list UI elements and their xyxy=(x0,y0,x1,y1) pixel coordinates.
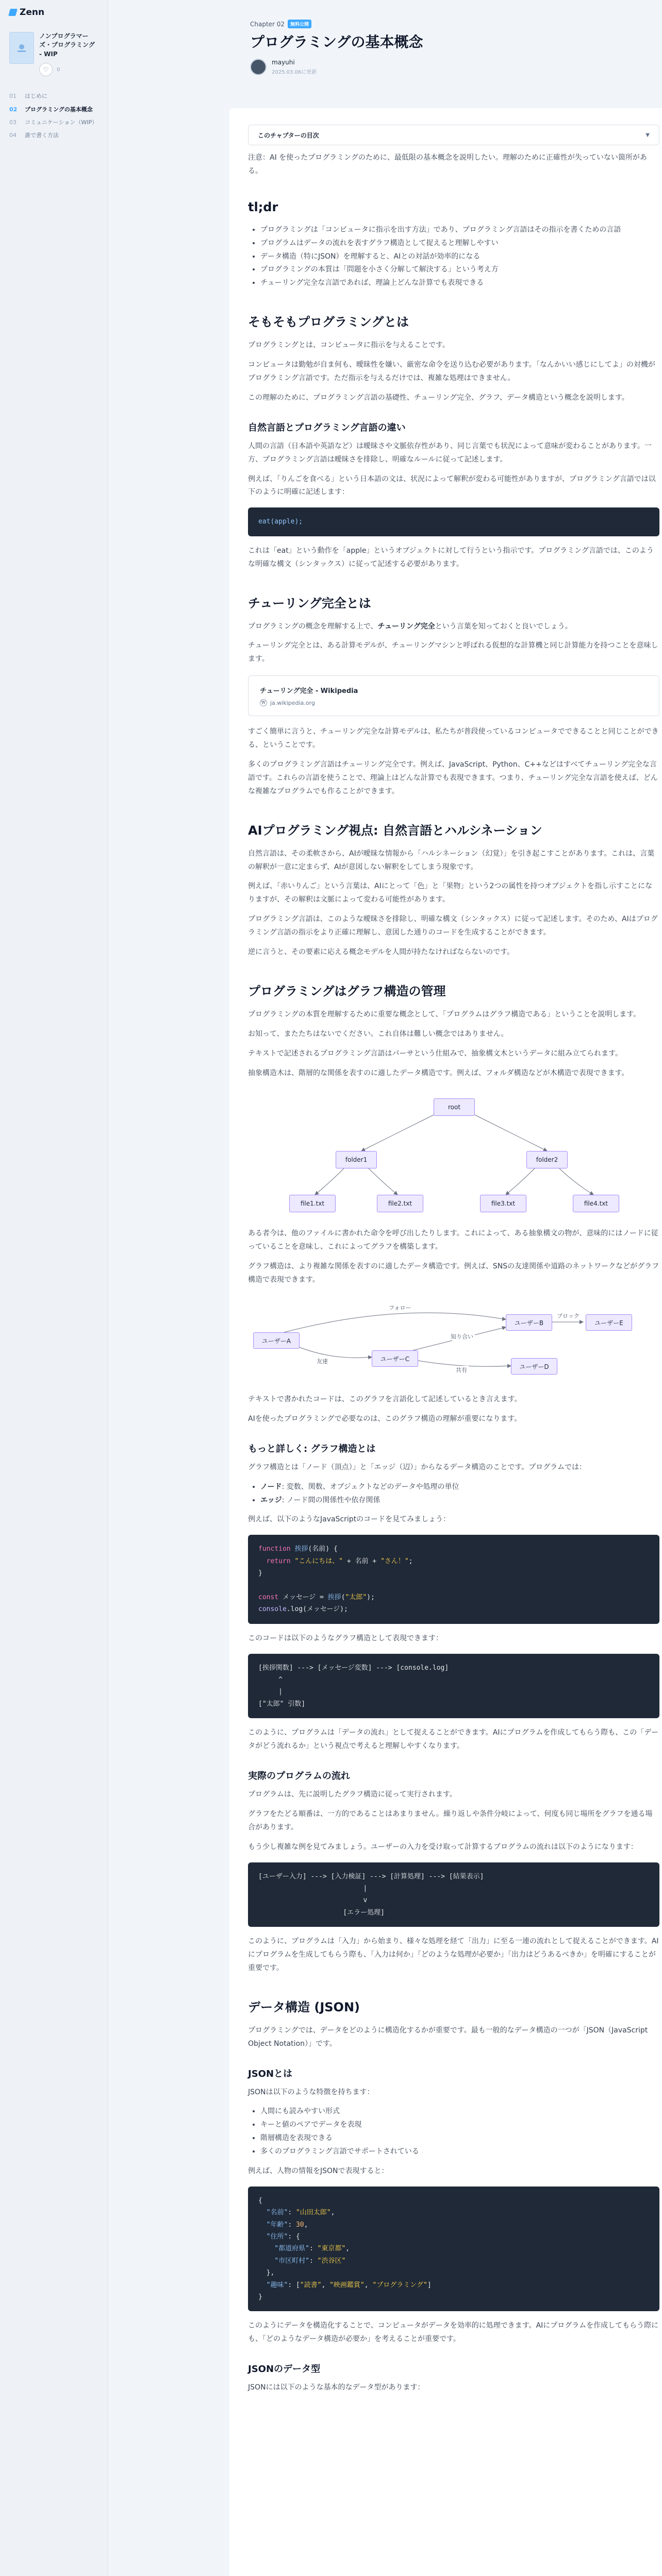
paragraph: グラフ構造とは「ノード（頂点）」と「エッジ（辺）」からなるデータ構造のことです。プログラムでは： xyxy=(248,1463,587,1471)
author-info[interactable] xyxy=(250,59,317,75)
list-item: • プログラミングの本質は「問題を小さく分解して解決する」という考え方 xyxy=(260,263,657,277)
intro-note: 注意：AI を使ったプログラミングのために、最低限の基本概念を説明したい。理解のために正確性が失っていない箇所がある。 xyxy=(248,154,647,175)
tree-node-root: root xyxy=(434,1098,475,1116)
paragraph: すごく簡単に言うと、チューリング完全な計算モデルは、私たちが普段使っているコンピュータでできることと同じことができる、ということです。 xyxy=(248,727,659,750)
paragraph: 自然言語は、その柔軟さから、AIが曖昧な情報から「ハルシネーション（幻覚）」を引き起こすことがあります。これは、言葉の解釈が一意に定まらず、AIが意図しない解釈をしてしまう現象です。 xyxy=(248,849,655,871)
paragraph: このようにデータを構造化することで、コンピュータがデータを効率的に処理できます。AIにプログラムを作成してもらう際にも、「どのようなデータ構造が必要か」を考えることが重要です。 xyxy=(248,2321,659,2344)
graph-node-user-c: ユーザーC xyxy=(372,1350,418,1367)
book-cover[interactable] xyxy=(9,32,34,64)
tree-node-file4: file4.txt xyxy=(573,1195,619,1212)
chapter-meta xyxy=(250,20,311,28)
subsection-heading: JSONとは xyxy=(248,2068,293,2079)
chapter-list xyxy=(0,90,108,142)
site-logo[interactable] xyxy=(0,0,108,25)
edge-label: 友達 xyxy=(315,1357,329,1365)
paragraph: プログラミングの本質を理解するために重要な概念として、「プログラムはグラフ構造である」ということを説明します。 xyxy=(248,1010,641,1019)
paragraph: プログラミングの概念を理解する上で、チューリング完全という言葉を知っておくと良いでしょう。 xyxy=(248,622,572,631)
code-block: eat(apple); xyxy=(248,507,659,536)
chapter-header xyxy=(108,0,662,108)
paragraph: JSONには以下のような基本的なデータ型があります： xyxy=(248,2383,425,2392)
like-count: 0 xyxy=(57,66,60,73)
paragraph: 人間の言語（日本語や英語など）は曖昧さや文脈依存性があり、同じ言葉でも状況によって意味が変わることがあります。一方、プログラミング言語は曖昧さを排除し、明確なルールに従って記述します。 xyxy=(248,442,652,464)
chapter-item-1[interactable]: 01 はじめに xyxy=(9,93,47,100)
graph-node-user-e: ユーザーE xyxy=(586,1314,632,1331)
chevron-down-icon: ▼ xyxy=(646,132,650,138)
paragraph: 例えば、「赤いりんご」という言葉は、AIにとって「色」と「果物」という2つの属性を持つオブジェクトを指し示すことになりますが、その解釈は文脈によって変わる可能性があります。 xyxy=(248,882,653,904)
list-item: • 階層構造を表現できる xyxy=(260,2132,657,2145)
tldr-heading: tl;dr xyxy=(248,199,278,214)
wikipedia-icon: W xyxy=(260,699,267,706)
paragraph: プログラミングでは、データをどのように構造化するかが重要です。最も一般的なデータ構造の一つが「JSON（JavaScript Object Notation）」です。 xyxy=(248,2026,648,2048)
page-title: プログラミングの基本概念 xyxy=(250,33,423,50)
subsection-heading: JSONのデータ型 xyxy=(248,2364,321,2375)
section-heading: AIプログラミング視点: 自然言語とハルシネーション xyxy=(248,823,542,838)
paragraph: テキストで記述されるプログラミング言語はパーサという仕組みで、抽象構文木というデータに組み立てられます。 xyxy=(248,1049,623,1058)
paragraph: 例えば、人物の情報をJSONで表現すると： xyxy=(248,2166,389,2175)
paragraph: このように、プログラムは「データの流れ」として捉えることができます。AIにプログラムを作成してもらう際も、この「データがどう流れるか」という視点で考えると理解しやすくなります。 xyxy=(248,1728,659,1751)
logo-text: Zenn xyxy=(20,7,45,18)
tree-node-file1: file1.txt xyxy=(289,1195,336,1212)
paragraph: 例えば、「りんごを食べる」という日本語の文は、状況によって解釈が変わる可能性がありますが、プログラミング言語では以下のように明確に記述します： xyxy=(248,474,656,497)
edge-label: フォロー xyxy=(387,1303,412,1312)
paragraph: 多くのプログラミング言語はチューリング完全です。例えば、JavaScript、Python、C++などはすべてチューリング完全な言語です。これらの言語を使うことで、理論上はどんな計算でも表現できます。つまり、チューリング完全な言語を使えば、どんな複雑なプログラムでも作ることができます。 xyxy=(248,760,658,795)
paragraph: プログラミングとは、コンピュータに指示を与えることです。 xyxy=(248,341,450,350)
subsection-heading: 自然言語とプログラミング言語の違い xyxy=(248,422,406,433)
paragraph: チューリング完全とは、ある計算モデルが、チューリングマシンと呼ばれる仮想的な計算機と同じ計算能力を持つことを意味します。 xyxy=(248,641,658,664)
section-heading: データ構造 (JSON) xyxy=(248,1999,360,2014)
folder-tree-diagram xyxy=(248,1089,659,1218)
json-feature-list xyxy=(260,2105,657,2159)
chapter-item-4[interactable]: 04 誰で書く方法 xyxy=(9,132,59,139)
list-item: • プログラムはデータの流れを表すグラフ構造として捉えると理解しやすい xyxy=(260,237,657,250)
paragraph: 例えば、以下のようなJavaScriptのコードを見てみましょう： xyxy=(248,1515,451,1524)
chapter-number: Chapter 02 xyxy=(250,20,285,28)
paragraph: AIを使ったプログラミングで必要なのは、このグラフ構造の理解が重要になります。 xyxy=(248,1414,522,1423)
link-card-title[interactable]: チューリング完全 - Wikipedia xyxy=(260,687,358,696)
book-info xyxy=(0,25,108,80)
paragraph: このコードは以下のようなグラフ構造として表現できます： xyxy=(248,1634,443,1642)
graph-term-list xyxy=(260,1481,657,1507)
tree-node-file2: file2.txt xyxy=(377,1195,423,1212)
list-item: • エッジ: ノード間の関係性や依存関係 xyxy=(260,1494,657,1507)
chapter-toc-toggle[interactable]: このチャプターの目次 ▼ xyxy=(248,125,659,145)
paragraph: この理解のために、プログラミング言語の基礎性、チューリング完全、グラフ、データ構造という概念を説明します。 xyxy=(248,393,629,402)
section-heading: チューリング完全とは xyxy=(248,596,371,611)
paragraph: 抽象構造木は、階層的な関係を表すのに適したデータ構造です。例えば、フォルダ構造などが木構造で表現できます。 xyxy=(248,1069,629,1077)
heart-icon: ♡ xyxy=(43,66,49,74)
graph-node-user-a: ユーザーA xyxy=(253,1332,300,1349)
paragraph: プログラムは、先に説明したグラフ構造に従って実行されます。 xyxy=(248,1790,457,1799)
book-title[interactable]: ノンプログラマーズ・プログラミング - WIP xyxy=(39,32,95,58)
tree-node-folder1: folder1 xyxy=(336,1151,377,1168)
tldr-list xyxy=(260,224,657,290)
free-badge: 無料公開 xyxy=(288,20,311,28)
subsection-heading: 実際のプログラムの流れ xyxy=(248,1770,350,1782)
link-card-url: ja.wikipedia.org xyxy=(270,699,315,706)
author-name[interactable]: mayuhi xyxy=(272,59,295,66)
book-cover-icon xyxy=(15,41,28,55)
zenn-logo-icon xyxy=(8,9,18,16)
paragraph: JSONは以下のような特徴を持ちます： xyxy=(248,2088,374,2096)
edge-label: 知り合い xyxy=(449,1332,475,1341)
social-graph-diagram xyxy=(248,1296,659,1384)
code-block: [ユーザー入力] ---> [入力検証] ---> [計算処理] ---> [結果表示] | v [エラー処理] xyxy=(248,1862,659,1927)
list-item: • 人間にも読みやすい形式 xyxy=(260,2105,657,2119)
list-item: • 多くのプログラミング言語でサポートされている xyxy=(260,2145,657,2159)
section-heading: プログラミングはグラフ構造の管理 xyxy=(248,984,446,998)
wikipedia-link-card[interactable] xyxy=(248,675,659,716)
list-item: • チューリング完全な言語であれば、理論上どんな計算でも表現できる xyxy=(260,277,657,290)
paragraph: テキストで書かれたコードは、このグラフを言語化して記述しているとき言えます。 xyxy=(248,1395,522,1404)
paragraph: グラフ構造は、より複雑な関係を表すのに適したデータ構造です。例えば、SNSの友達関係や道路のネットワークなどがグラフ構造で表現できます。 xyxy=(248,1262,659,1284)
chapter-item-3[interactable]: 03 コミュニケーション（WIP） xyxy=(9,118,98,126)
list-item: • プログラミングは「コンピュータに指示を出す方法」であり、プログラミング言語はその指示を書くための言語 xyxy=(260,224,657,237)
graph-node-user-d: ユーザーD xyxy=(511,1358,557,1375)
paragraph: 逆に言うと、その要素に応える概念モデルを人間が持たなければならないのです。 xyxy=(248,948,515,956)
paragraph: コンピュータは勤勉が自ま何も、曖昧性を嫌い、厳密な命令を送り込む必要があります。「なんかいい感じにしてよ」の対機がプログラミング言語です。ただ指示を与えるだけでは、複雑な処理はできません。 xyxy=(248,361,655,383)
list-item: • ノード: 変数、関数、オブジェクトなどのデータや処理の単位 xyxy=(260,1481,657,1494)
paragraph: お知って、またたちはないでください。これ自体は難しい概念ではありません。 xyxy=(248,1029,508,1038)
section-heading: そもそもプログラミングとは xyxy=(248,315,409,330)
edge-label: ブロック xyxy=(555,1312,581,1320)
avatar[interactable] xyxy=(250,59,267,75)
paragraph: グラフをたどる順番は、一方的であることはあまりません。繰り返しや条件分岐によって、何度も同じ場所をグラフを通る場合があります。 xyxy=(248,1809,653,1832)
code-block: function 挨拶(名前) { return "こんにちは、" + 名前 + "さん！"; } const メッセージ = 挨拶("太郎"); console.log(メッセージ); xyxy=(248,1535,659,1623)
paragraph: プログラミング言語は、このような曖昧さを排除し、明確な構文（シンタックス）に従って記述します。そのため、AIはプログラミング言語の指示をより正確に理解し、意図した通りのコードを生成することができます。 xyxy=(248,915,658,937)
paragraph: ある者今は、他のファイルに書かれた命令を呼び出したりします。これによって、ある抽象構文の物が、意味的にはノードに従っていることを意味し、これによってグラフを構築します。 xyxy=(248,1229,658,1251)
json-code-block: { "名前": "山田太郎", "年齢": 30, "住所": { "都道府県": "東京都", "市区町村": "渋谷区" }, "趣味": ["読書", "映画鑑賞", "プログラミング"] } xyxy=(248,2187,659,2312)
paragraph: これは「eat」という動作を「apple」というオブジェクトに対して行うという指示です。プログラミング言語では、このような明確な構文（シンタックス）に従って記述する必要があります。 xyxy=(248,546,654,568)
tree-node-file3: file3.txt xyxy=(480,1195,526,1212)
subsection-heading: もっと詳しく: グラフ構造とは xyxy=(248,1443,376,1454)
article-body xyxy=(229,108,662,2576)
list-item: • キーと値のペアでデータを表現 xyxy=(260,2119,657,2132)
paragraph: もう少し複雑な例を見てみましょう。ユーザーの入力を受け取って計算するプログラムの流れは以下のようになります： xyxy=(248,1842,638,1851)
chapter-item-2[interactable]: 02 プログラミングの基本概念 xyxy=(9,106,93,113)
edge-label: 共有 xyxy=(454,1366,469,1374)
paragraph: このように、プログラムは「入力」から始まり、様々な処理を経て「出力」に至る一連の流れとして捉えることができます。AIにプログラムを生成してもらう際も、「入力は何か」「どのような処理が必要か」「出力はどうあるべきか」を明確にすることが重要です。 xyxy=(248,1937,659,1972)
updated-date: 2025.03.06に更新 xyxy=(272,70,317,75)
sidebar xyxy=(0,0,108,2576)
list-item: • データ構造（特にJSON）を理解すると、AIとの対話が効率的になる xyxy=(260,250,657,264)
like-button[interactable] xyxy=(39,63,53,76)
graph-node-user-b: ユーザーB xyxy=(506,1314,552,1331)
tree-node-folder2: folder2 xyxy=(526,1151,568,1168)
code-block: [挨拶関数] ---> [メッセージ変数] ---> [console.log] ^ | ["太郎" 引数] xyxy=(248,1654,659,1719)
